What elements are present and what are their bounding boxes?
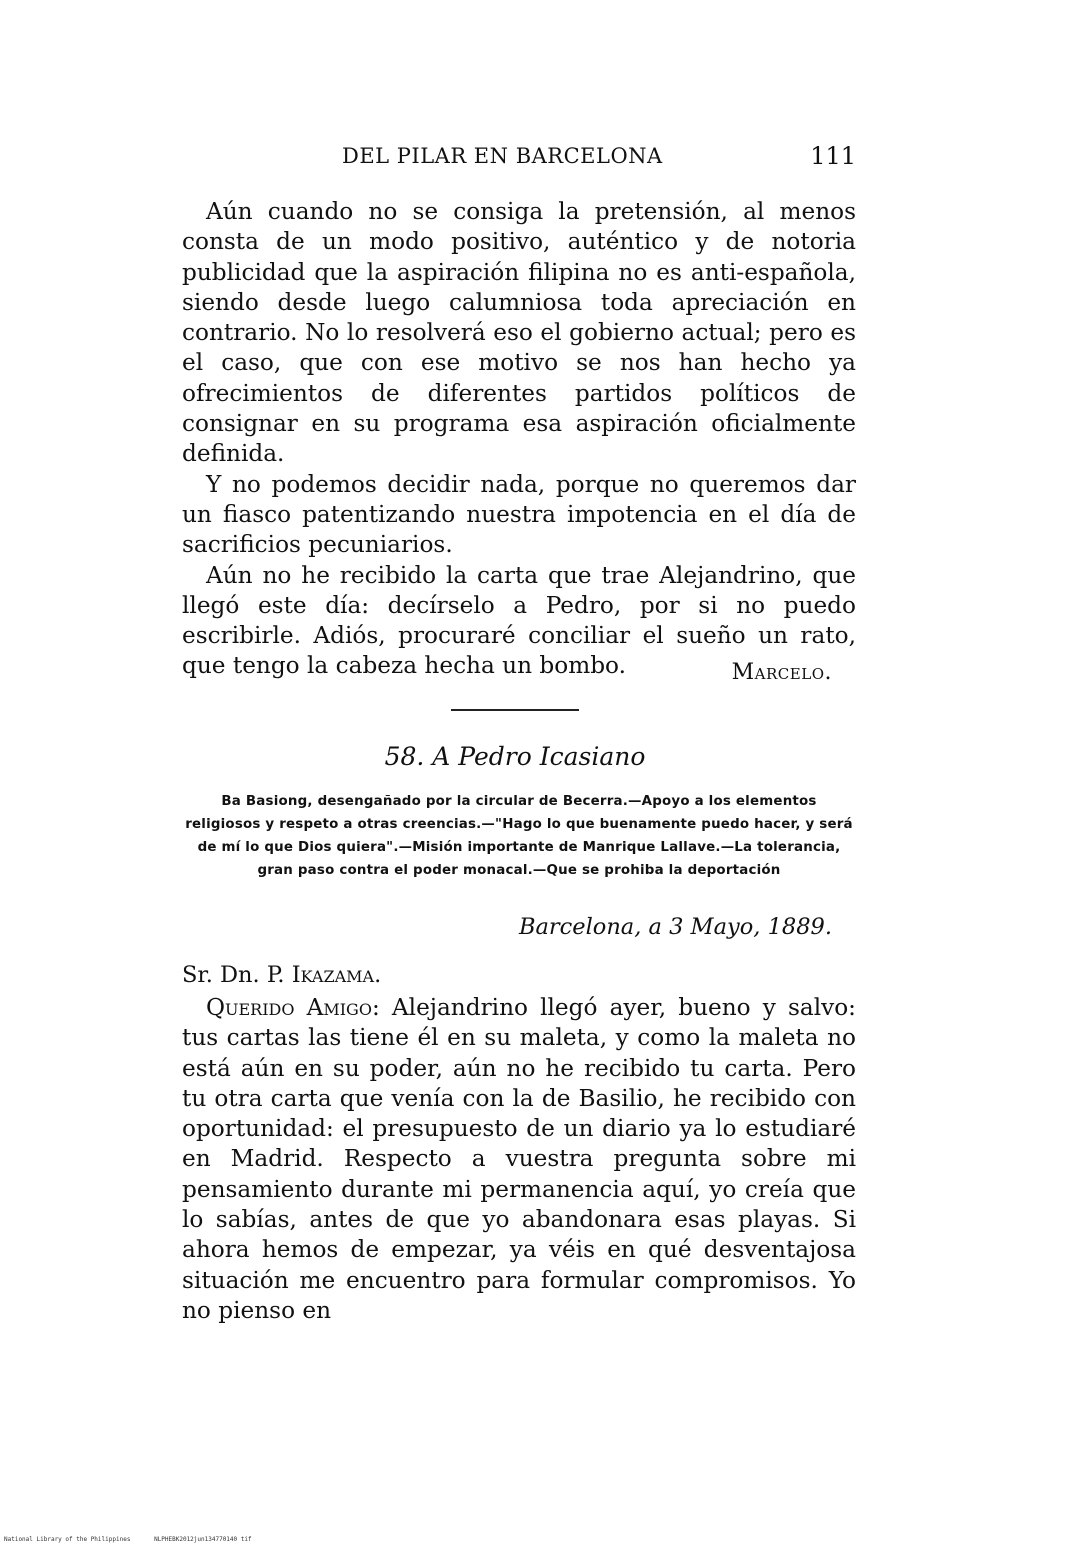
letter-summary: Ba Basiong, desengañado por la circular de Becerra.—Apoyo a los elementos religiosos y respeto a otras creencias.—"Hago lo que buenamente puedo hacer, y será de mí lo que Dios quiera".—Misión importante de Manrique Lallave.—La tolerancia, gran paso contra el poder monacal.—Que se prohiba la deportación [185,794,853,878]
scan-footer [4,1536,252,1543]
dateline: Barcelona, a 3 Mayo, 1889. [518,914,832,940]
running-head [182,144,856,176]
section-divider [451,709,579,711]
addressee-name: Ikazama. [291,962,382,988]
running-title: DEL PILAR EN BARCELONA [342,144,663,168]
page-number: 111 [810,142,856,170]
addressee-prefix: Sr. Dn. P. [182,962,285,988]
letter-paragraph [182,993,856,1326]
paragraph: Aún no he recibido la carta que trae Alejandrino, que llegó este día: decírselo a Pedro, por si no puedo escribirle. Adiós, procuraré conciliar el sueño un rato, que tengo la cabeza hecha un bombo. [182,561,856,680]
footer-source: National Library of the Philippines [4,1536,131,1543]
paragraph: Aún cuando no se consiga la pretensión, al menos consta de un modo positivo, auténtico y de notoria publicidad que la aspiración filipina no es anti-española, siendo desde luego calumniosa toda apreciación en contrario. No lo resolverá eso el gobierno actual; pero es el caso, que con ese motivo se nos han hecho ya ofrecimientos de diferentes partidos políticos de consignar en su programa esa aspiración oficialmente definida. [182,198,856,468]
paragraph: Y no podemos decidir nada, porque no queremos dar un fiasco patentizando nuestra impotencia en el día de sacrificios pecuniarios. [182,470,856,559]
salutation: Querido Amigo: [206,994,380,1021]
letter-body [182,993,856,1326]
signature: Marcelo. [731,660,832,685]
previous-letter-body [182,197,856,682]
addressee [182,962,381,988]
letter-title: 58. A Pedro Icasiano [384,742,646,771]
letter-text: Alejandrino llegó ayer, bueno y salvo: tus cartas las tiene él en su maleta, y como la maleta no está aún en su poder, aún no he recibido tu carta. Pero tu otra carta que venía con la de Basilio, he recibido con oportunidad: el presupuesto de un diario ya lo estudiaré en Madrid. Respecto a vuestra pregunta sobre mi pensamiento durante mi permanencia aquí, yo creía que lo sabías, antes de que yo abandonara esas playas. Si ahora hemos de empezar, ya véis en qué desventajosa situación me encuentro para formular compromisos. Yo no pienso en [182,994,856,1324]
footer-file-id: NLPHEBK2012jun134770140 tif [154,1536,252,1543]
